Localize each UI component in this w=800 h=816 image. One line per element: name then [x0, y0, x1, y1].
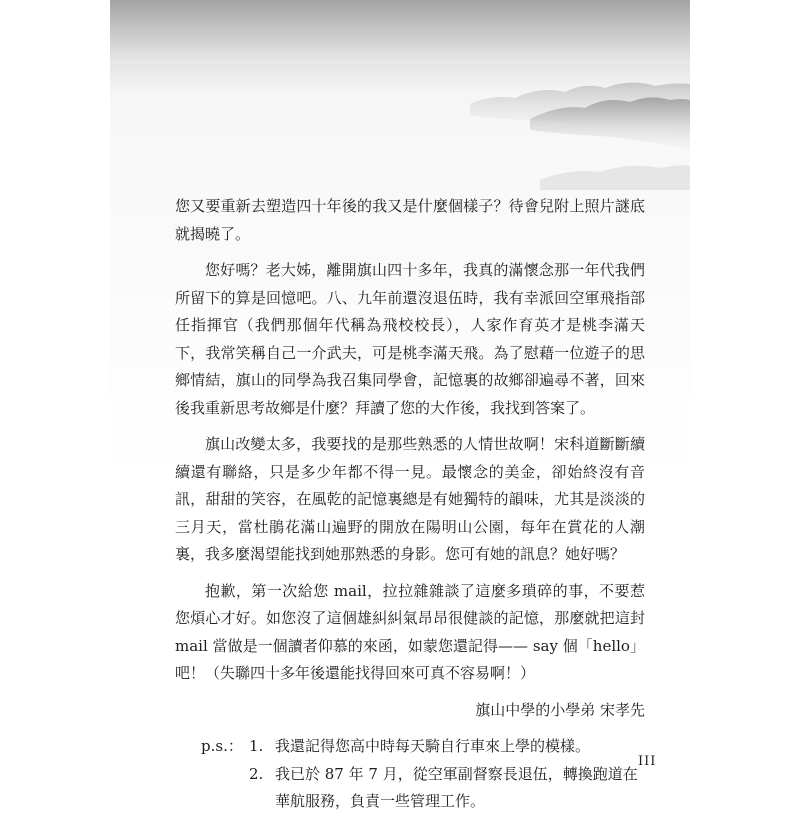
postscript-text: 我已於 87 年 7 月，從空軍副督察長退伍，轉換跑道在華航服務，負責一些管理工作。 — [275, 764, 638, 810]
paragraph-1: 您又要重新去塑造四十年後的我又是什麼個樣子？待會兒附上照片謎底就揭曉了。 — [175, 197, 645, 243]
postscript-number: 2. — [249, 764, 264, 783]
signature: 旗山中學的小學弟 宋孝先 — [475, 700, 645, 719]
postscript — [175, 733, 645, 816]
postscript-item-1 — [175, 733, 645, 761]
postscript-item-2 — [175, 761, 645, 816]
paragraph-3: 旗山改變太多，我要找的是那些熟悉的人情世故啊！宋科道斷斷續續還有聯絡，只是多少年都不得一見。最懷念的美金，卻始終沒有音訊，甜甜的笑容，在風乾的記憶裏總是有她獨特的韻味，尤其是淡淡的三月天，當杜鵑花滿山遍野的開放在陽明山公園，每年在賞花的人潮裏，我多麼渴望能找到她那熟悉的身影。您可有她的訊息？她好嗎？ — [175, 435, 645, 563]
mountain-landscape-icon — [470, 64, 690, 154]
paragraph-2: 您好嗎？老大姊，離開旗山四十多年，我真的滿懷念那一年代我們所留下的算是回憶吧。八、九年前還沒退伍時，我有幸派回空軍飛指部任指揮官（我們那個年代稱為飛校校長），人家作育英才是桃李滿天下，我常笑稱自己一介武夫，可是桃李滿天飛。為了慰藉一位遊子的思鄉情結，旗山的同學為我召集同學會，記憶裏的故鄉卻遍尋不著，回來後我重新思考故鄉是什麼？拜讀了您的大作後，我找到答案了。 — [175, 261, 645, 417]
page-number: III — [638, 754, 657, 769]
postscript-label-spacer — [175, 761, 249, 816]
postscript-number: 1. — [249, 737, 264, 755]
postscript-label: p.s.： — [201, 737, 243, 755]
book-page — [110, 0, 690, 810]
paragraph-4: 抱歉，第一次給您 mail，拉拉雜雜談了這麼多瑣碎的事，不要惹您煩心才好。如您沒了這個雄糾糾氣昂昂很健談的記憶，那麼就把這封 mail 當做是一個讀者仰慕的來函，如蒙您還記得—— say 個「hello」吧！（失聯四十多年後還能找得回來可真不容易啊！） — [175, 581, 645, 682]
distant-hills-icon — [540, 150, 690, 190]
header-band — [110, 0, 690, 64]
letter-body — [175, 193, 645, 816]
postscript-text: 我還記得您高中時每天騎自行車來上學的模樣。 — [275, 737, 591, 755]
